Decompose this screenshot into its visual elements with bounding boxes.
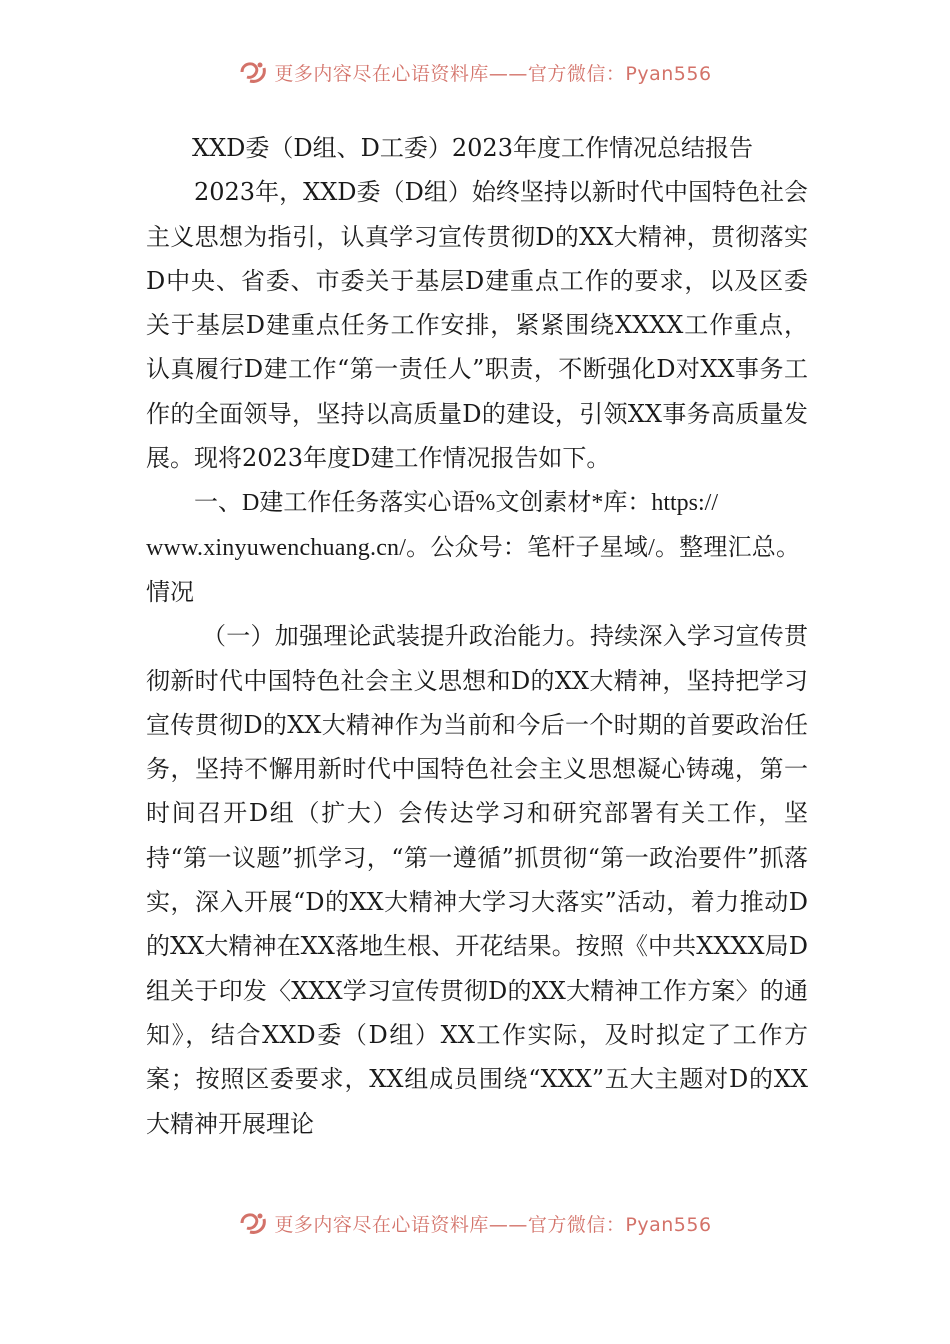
intro-paragraph: 2023年，XXD委（D组）始终坚持以新时代中国特色社会主义思想为指引，认真学习宣传贯彻D的XX大精神，贯彻落实D中央、省委、市委关于基层D建重点工作的要求，以及区委关于基层D建重点任务工作安排，紧紧围绕XXXX工作重点，认真履行D建工作“第一责任人”职责，不断强化D对XX事务工作的全面领导，坚持以高质量D的建设，引领XX事务高质量发展。现将2023年度D建工作情况报告如下。: [146, 178, 808, 473]
section-1-heading: [146, 480, 808, 525]
brand-logo-icon: [238, 1210, 268, 1236]
document-title: XXD委（D组、D工委）2023年度工作情况总结报告: [192, 134, 753, 162]
brand-logo-icon: [238, 59, 268, 85]
footer-watermark: [0, 1208, 950, 1238]
document-body: [146, 126, 808, 1146]
subsection-1-paragraph: （一）加强理论武装提升政治能力。持续深入学习宣传贯彻新时代中国特色社会主义思想和D的XX大精神，坚持把学习宣传贯彻D的XX大精神作为当前和今后一个时期的首要政治任务，坚持不懈用新时代中国特色社会主义思想凝心铸魂，第一时间召开D组（扩大）会传达学习和研究部署有关工作，坚持“第一议题”抓学习，“第一遵循”抓贯彻“第一政治要件”抓落实，深入开展“D的XX大精神大学习大落实”活动，着力推动D的XX大精神在XX落地生根、开花结果。按照《中共XXXX局D组关于印发〈XXX学习宣传贯彻D的XX大精神工作方案〉的通知》，结合XXD委（D组）XX工作实际，及时拟定了工作方案；按照区委要求，XX组成员围绕“XXX”五大主题对D的XX大精神开展理论: [146, 622, 808, 1138]
section-1-heading-line1: 一、D建工作任务落实心语%文创素材*库：https://: [194, 490, 719, 517]
header-watermark: [0, 57, 950, 87]
watermark-text: 更多内容尽在心语资料库——官方微信：Pyan556: [274, 62, 712, 85]
section-1-heading-line3: 情况: [146, 577, 194, 606]
section-1-heading-line2: www.xinyuwenchuang.cn/。公众号：笔杆子星域/。整理汇总。: [146, 534, 801, 561]
watermark-text: 更多内容尽在心语资料库——官方微信：Pyan556: [274, 1213, 712, 1236]
